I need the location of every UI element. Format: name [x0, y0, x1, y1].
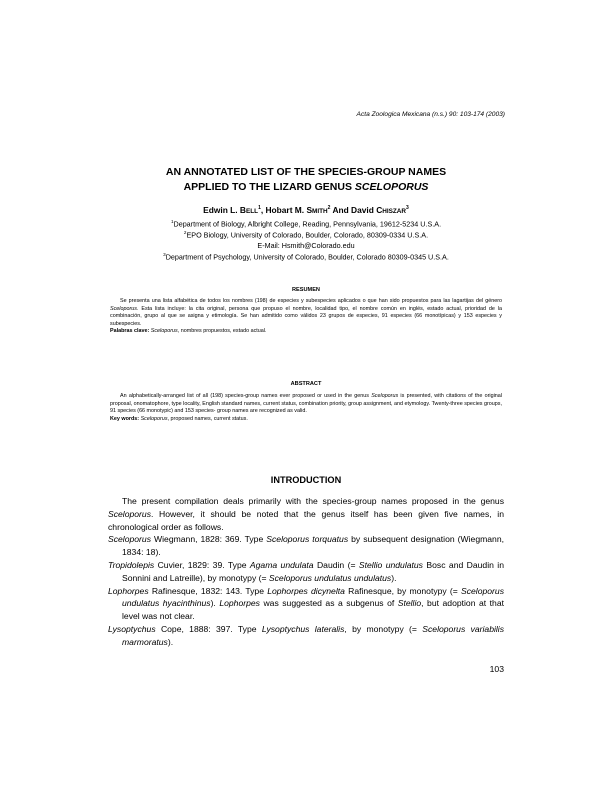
entry-3-text-g: Stellio: [397, 598, 422, 609]
entry-2-text-c: Stellio undulatus: [358, 559, 423, 570]
author-3-smallcaps: HISZAR: [382, 208, 407, 215]
journal-citation: Acta Zoologica Mexicana (n.s.) 90: 103-174 (2003): [356, 111, 505, 118]
author-2-smallcaps: MITH: [312, 208, 328, 215]
entry-4-text-b: , by monotypy (=: [344, 623, 423, 634]
entry-2-text-d: Bosc and Daudin in Sonnini and Latreille), by monotypy (=: [122, 559, 504, 583]
abstract-genus: Sceloporus: [371, 393, 399, 399]
resumen-keywords-genus: Sceloporus: [150, 328, 178, 335]
author-1-smallcaps: ELL: [245, 208, 259, 215]
affiliation-1-text: Department of Biology, Albright College, Reading, Pennsylvania, 19612-5234 U.S.A.: [173, 219, 442, 229]
abstract-heading: ABSTRACT: [290, 381, 322, 387]
abstract-keywords-genus: Sceloporus: [140, 415, 168, 422]
affiliation-3-sup: 3: [163, 252, 166, 257]
intro-text-a: The present compilation deals primarily with the species-group names proposed in the genus: [122, 496, 504, 506]
abstract-body: [110, 393, 502, 423]
affiliation-1-sup: 1: [170, 219, 174, 224]
entry-2-type: Agama undulata: [249, 559, 314, 570]
resumen-text-b: . Esta lista incluye: la cita original, persona que propuso el nombre, localidad tipo, el nombre común en inglés, estado actual, prioridad de la combinación, grupo al que se asigna y etimología. Se han admitido como válidos 23 grupos de especies, 91 especies (66 monotípicas) y 153 especies y subespecies.: [110, 305, 502, 327]
entry-4-text-d: ).: [167, 636, 174, 647]
entry-3-text-c: Sceloporus undulatus hyacinthinus: [122, 585, 504, 609]
entry-2-text-f: ).: [391, 572, 397, 583]
title-line-2-text: APPLIED TO THE LIZARD GENUS: [183, 181, 355, 193]
resumen-keywords-label: Palabras clave:: [110, 328, 150, 335]
entry-2-text-b: Daudin (=: [313, 559, 359, 570]
resumen-heading: RESUMEN: [292, 287, 320, 293]
author-2-first: , Hobart M. S: [260, 205, 313, 215]
introduction-body: [108, 495, 504, 649]
entry-3-type: Lophorpes dicynelta: [267, 585, 345, 596]
genus-entry-tropidolepis: [108, 559, 504, 585]
author-2-sup: 2: [327, 205, 331, 212]
entry-3-text-b: Rafinesque, by monotypy (=: [344, 585, 461, 596]
author-1-first: Edwin L. B: [203, 205, 246, 215]
entry-2-name: Tropidolepis: [108, 559, 155, 570]
abstract-text-b: is presented, with citations of the original proposal, onomatophore, type locality, English standard names, current status, combination priority, group assignment, and etymology. Twenty-three species groups, 91 species (66 monotypic) and 153 species- group names are recognized as valid.: [110, 393, 502, 415]
entry-3-name: Lophorpes: [108, 585, 149, 596]
entry-3-text-h: , but adoption at that level was not clear.: [122, 598, 505, 622]
genus-entry-sceloporus: [108, 533, 504, 559]
introduction-heading: INTRODUCTION: [270, 475, 342, 485]
title-line-2: [0, 180, 612, 195]
entry-1-text-b: by subsequent designation (Wiegmann, 1834: 18).: [122, 534, 504, 558]
entry-3-text-a: Rafinesque, 1832: 143. Type: [148, 585, 268, 596]
author-list: [0, 205, 612, 215]
abstract-keywords: [110, 416, 502, 424]
entry-4-text-c: Sceloporus variabilis marmoratus: [122, 623, 505, 647]
affiliation-email: [0, 241, 612, 250]
page-number: 103: [489, 664, 504, 674]
abstract-text-a: An alphabetically-arranged list of all (198) species-group names ever proposed or used in the genus: [120, 393, 372, 399]
title-genus: SCELOPORUS: [354, 181, 429, 193]
resumen-keywords: [110, 328, 502, 336]
resumen-text-a: Se presenta una lista alfabética de todos los nombres (198) de especies y subespecies aplicados o que han sido propuestos para las lagartijas del género: [120, 298, 502, 304]
intro-genus: Sceloporus: [108, 508, 151, 519]
entry-1-type: Sceloporus torquatus: [266, 534, 349, 545]
resumen-body: [110, 298, 502, 336]
abstract-keywords-label: Key words:: [110, 415, 140, 422]
entry-3-text-e: Lophorpes: [219, 598, 260, 609]
entry-1-text-a: Wiegmann, 1828: 369. Type: [151, 534, 267, 545]
entry-4-type: Lysoptychus lateralis: [261, 623, 345, 634]
affiliation-1: [0, 219, 612, 228]
abstract-paragraph: [110, 393, 502, 416]
paper-title: [0, 165, 612, 195]
entry-4-name: Lysoptychus: [108, 623, 156, 634]
affiliation-2: [0, 230, 612, 239]
entry-2-text-a: Cuvier, 1829: 39. Type: [154, 559, 250, 570]
resumen-paragraph: [110, 298, 502, 328]
resumen-genus: Sceloporus: [110, 305, 137, 312]
genus-entry-lophorpes: [108, 585, 504, 623]
author-1-sup: 1: [258, 205, 261, 212]
affiliation-email-text: E-Mail: Hsmith@Colorado.edu: [257, 241, 355, 250]
affiliation-2-sup: 2: [183, 230, 187, 235]
intro-text-b: . However, it should be noted that the genus itself has been given five names, in chronological order as follows.: [108, 508, 504, 532]
entry-1-name: Sceloporus: [108, 534, 151, 545]
entry-3-text-f: was suggested as a subgenus of: [259, 598, 398, 609]
resumen-keywords-text: , nombres propuestos, estado actual.: [177, 328, 267, 335]
affiliation-3: [0, 252, 612, 261]
author-3-sup: 3: [406, 205, 409, 212]
introduction-paragraph: [108, 495, 504, 533]
affiliation-2-text: EPO Biology, University of Colorado, Boulder, Colorado, 80309-0334 U.S.A.: [186, 230, 429, 240]
affiliation-3-text: Department of Psychology, University of Colorado, Boulder, Colorado 80309-0345 U.S.A.: [165, 252, 449, 262]
genus-entry-lysoptychus: [108, 623, 504, 649]
entry-3-text-d: ).: [210, 598, 220, 609]
abstract-keywords-text: , proposed names, current status.: [167, 415, 248, 422]
title-line-1: AN ANNOTATED LIST OF THE SPECIES-GROUP NAMES: [165, 166, 447, 178]
entry-4-text-a: Cope, 1888: 397. Type: [155, 623, 262, 634]
author-3-first: And David C: [330, 205, 383, 215]
entry-2-text-e: Sceloporus undulatus undulatus: [268, 572, 392, 583]
